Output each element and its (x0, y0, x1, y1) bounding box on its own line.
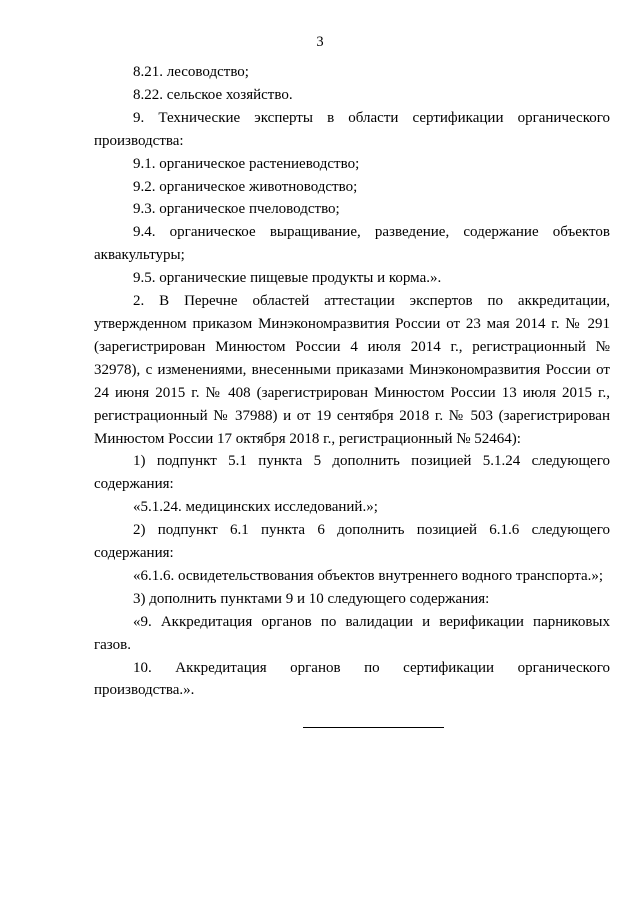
paragraph-9-1: 9.1. органическое растениеводство; (133, 155, 360, 172)
paragraph-9-3: 9.3. органическое пчеловодство; (133, 201, 340, 218)
subparagraph-3: 3) дополнить пунктами 9 и 10 следующего содержания: (133, 590, 490, 607)
paragraph-8-22: 8.22. сельское хозяйство. (133, 86, 293, 103)
paragraph-9-5: 9.5. органические пищевые продукты и корма.». (133, 270, 442, 287)
paragraph-9-2: 9.2. органическое животноводство; (133, 178, 358, 195)
paragraph-9-4: 9.4. органическое выращивание, разведение, содержание объектов аквакультуры; (94, 224, 610, 264)
subparagraph-1: 1) подпункт 5.1 пункта 5 дополнить позицией 5.1.24 следующего содержания: (94, 453, 610, 493)
subparagraph-2: 2) подпункт 6.1 пункта 6 дополнить позицией 6.1.6 следующего содержания: (94, 522, 610, 562)
page-number: 3 (316, 34, 324, 50)
end-of-document-rule (303, 727, 444, 728)
paragraph-9: 9. Технические эксперты в области сертификации органического производства: (94, 109, 610, 149)
document-body (94, 61, 610, 702)
quote-5-1-24: «5.1.24. медицинских исследований.»; (133, 499, 378, 516)
quote-item-9: «9. Аккредитация органов по валидации и верификации парниковых газов. (94, 613, 610, 653)
quote-6-1-6: «6.1.6. освидетельствования объектов внутреннего водного транспорта.»; (133, 567, 604, 584)
quote-item-10: 10. Аккредитация органов по сертификации органического производства.». (94, 659, 610, 699)
paragraph-2-amendment: 2. В Перечне областей аттестации экспертов по аккредитации, утвержденном приказом Минэкономразвития России от 23 мая 2014 г. № 291 (зарегистрирован Минюстом России 4 июля 2014 г., регистрационный № 32978), с изменениями, внесенными приказами Минэкономразвития России от 24 июня 2015 г. № 408 (зарегистрирован Минюстом России 13 июля 2015 г., регистрационный № 37988) и от 19 сентября 2018 г. № 503 (зарегистрирован Минюстом России 17 октября 2018 г., регистрационный № 52464): (94, 293, 610, 447)
paragraph-8-21: 8.21. лесоводство; (133, 64, 249, 80)
